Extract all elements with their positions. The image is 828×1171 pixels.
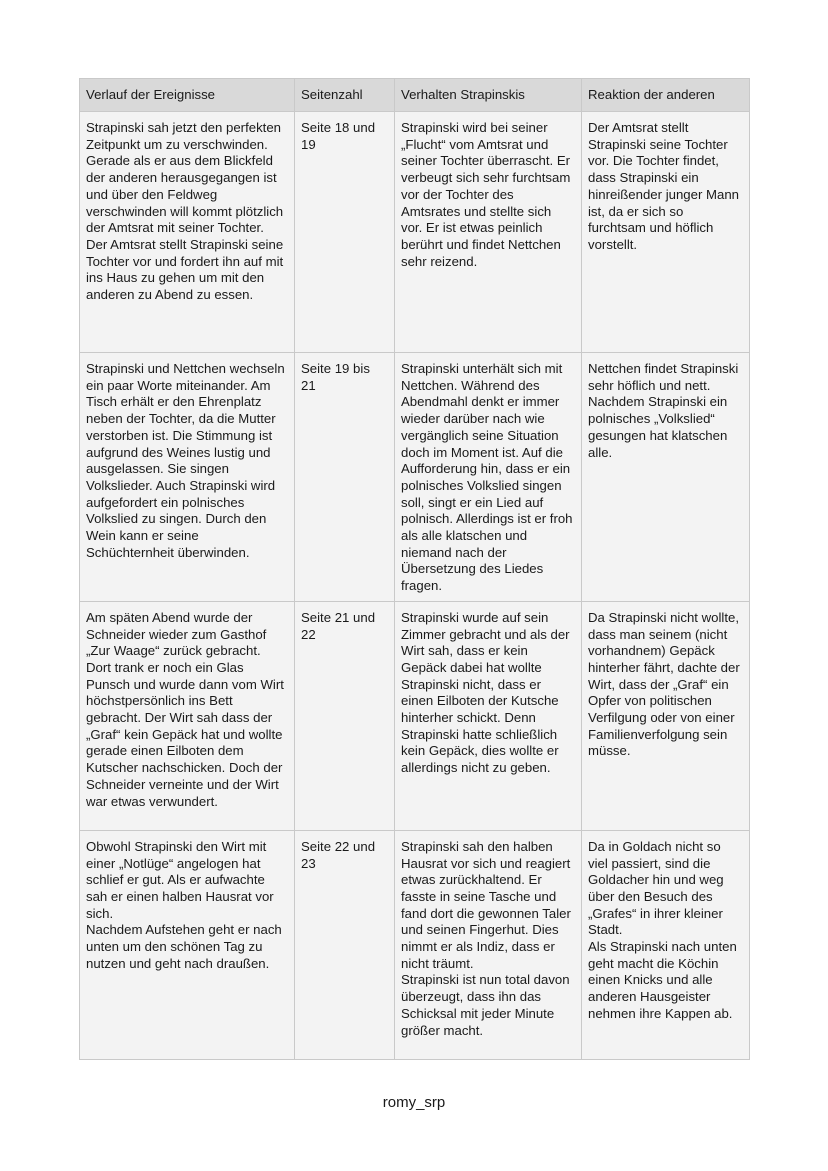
cell-reaktion: Da Strapinski nicht wollte, dass man seinem (nicht vorhandnem) Gepäck hinterher fährt, dachte der Wirt, dass der „Graf“ ein Opfer von politischen Verfilgung oder von einer Familienverfolgung sein müsse. <box>582 601 750 830</box>
cell-verhalten: Strapinski wird bei seiner „Flucht“ vom Amtsrat und seiner Tochter überrascht. Er verbeugt sich sehr furchtsam vor der Tochter des Amtsrates und stellte sich vor. Er ist etwas peinlich berührt und findet Nettchen sehr reizend. <box>395 112 582 353</box>
cell-seitenzahl: Seite 21 und 22 <box>295 601 395 830</box>
cell-verhalten: Strapinski sah den halben Hausrat vor sich und reagiert etwas zurückhaltend. Er fasste in seine Tasche und fand dort die gewonnen Taler und seinen Fingerhut. Dies nimmt er als Indiz, dass er nicht träumt. Strapinski ist nun total davon überzeugt, dass ihn das Schicksal mit jeder Minute größer macht. <box>395 830 582 1059</box>
table-row <box>80 830 750 1059</box>
cell-verhalten: Strapinski unterhält sich mit Nettchen. Während des Abendmahl denkt er immer wieder darüber nach wie vergänglich seine Situation doch im Moment ist. Auf die Aufforderung hin, dass er ein polnisches Volkslied singen soll, singt er ein Lied auf polnisch. Allerdings ist er froh als alle klatschen und niemand nach der Übersetzung des Liedes fragen. <box>395 353 582 602</box>
cell-reaktion: Da in Goldach nicht so viel passiert, sind die Goldacher hin und weg über den Besuch des „Grafes“ in ihrer kleiner Stadt. Als Strapinski nach unten geht macht die Köchin einen Knicks und alle anderen Hausgeister nehmen ihre Kappen ab. <box>582 830 750 1059</box>
header-verlauf: Verlauf der Ereignisse <box>80 79 295 112</box>
cell-seitenzahl: Seite 22 und 23 <box>295 830 395 1059</box>
cell-reaktion: Der Amtsrat stellt Strapinski seine Tochter vor. Die Tochter findet, dass Strapinski ein hinreißender junger Mann ist, da er sich so furchtsam und höflich vorstellt. <box>582 112 750 353</box>
cell-seitenzahl: Seite 18 und 19 <box>295 112 395 353</box>
cell-verlauf: Obwohl Strapinski den Wirt mit einer „Notlüge“ angelogen hat schlief er gut. Als er aufwachte sah er einen halben Hausrat vor sich. Nachdem Aufstehen geht er nach unten um den schönen Tag zu nutzen und geht nach draußen. <box>80 830 295 1059</box>
header-reaktion: Reaktion der anderen <box>582 79 750 112</box>
header-verhalten: Verhalten Strapinskis <box>395 79 582 112</box>
cell-verlauf: Strapinski sah jetzt den perfekten Zeitpunkt um zu verschwinden. Gerade als er aus dem Blickfeld der anderen herausgegangen ist und über den Feldweg verschwinden will kommt plötzlich der Amtsrat mit seiner Tochter. Der Amtsrat stellt Strapinski seine Tochter vor und fordert ihn auf mit ins Haus zu gehen um mit den anderen zu Abend zu essen. <box>80 112 295 353</box>
cell-verlauf: Strapinski und Nettchen wechseln ein paar Worte miteinander. Am Tisch erhält er den Ehrenplatz neben der Tochter, da die Mutter verstorben ist. Die Stimmung ist aufgrund des Weines lustig und ausgelassen. Sie singen Volkslieder. Auch Strapinski wird aufgefordert ein polnisches Volkslied zu singen. Durch den Wein kann er seine Schüchternheit überwinden. <box>80 353 295 602</box>
author-footer: romy_srp <box>382 1094 446 1111</box>
table-row <box>80 601 750 830</box>
cell-reaktion: Nettchen findet Strapinski sehr höflich und nett. Nachdem Strapinski ein polnisches „Volkslied“ gesungen hat klatschen alle. <box>582 353 750 602</box>
cell-verlauf: Am späten Abend wurde der Schneider wieder zum Gasthof „Zur Waage“ zurück gebracht. Dort trank er noch ein Glas Punsch und wurde dann vom Wirt höchstpersönlich ins Bett gebracht. Der Wirt sah dass der „Graf“ kein Gepäck hat und wollte gerade einen Eilboten dem Kutscher nachschicken. Doch der Schneider verneinte und der Wirt war etwas verwundert. <box>80 601 295 830</box>
table-row <box>80 353 750 602</box>
cell-seitenzahl: Seite 19 bis 21 <box>295 353 395 602</box>
table-row <box>80 112 750 353</box>
cell-verhalten: Strapinski wurde auf sein Zimmer gebracht und als der Wirt sah, dass er kein Gepäck dabei hat wollte Strapinski nicht, dass er einen Eilboten der Kutsche hinterher schickt. Denn Strapinski hatte schließlich kein Gepäck, dies wollte er allerdings nicht zu geben. <box>395 601 582 830</box>
header-seitenzahl: Seitenzahl <box>295 79 395 112</box>
table-header-row <box>80 79 750 112</box>
events-table <box>79 78 750 1060</box>
